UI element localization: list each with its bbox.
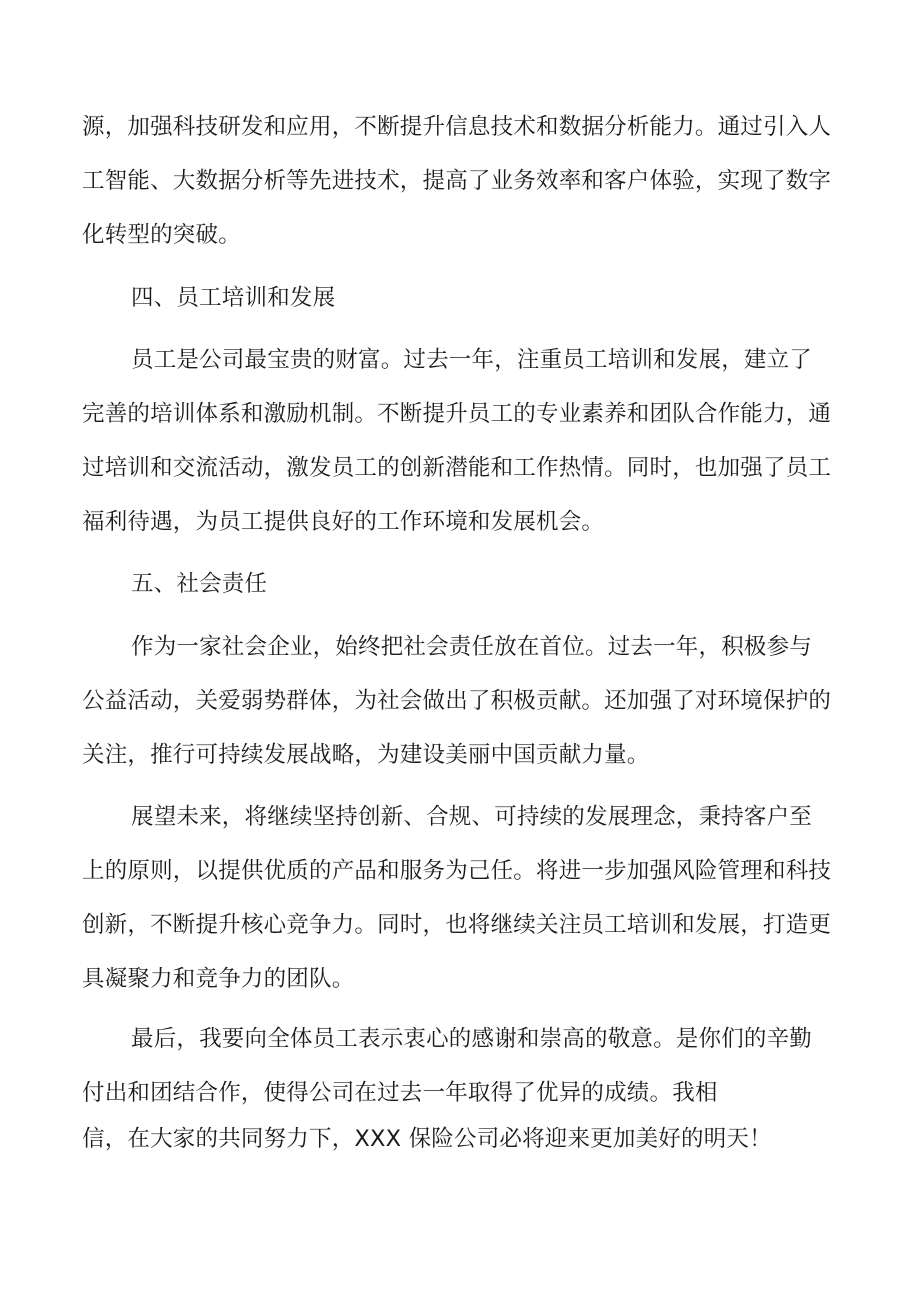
paragraph-line: 过培训和交流活动，激发员工的创新潜能和工作热情。同时，也加强了员工 bbox=[82, 455, 832, 481]
paragraph-line: 最后，我要向全体员工表示衷心的感谢和崇高的敬意。是你们的辛勤 bbox=[131, 1026, 813, 1052]
paragraph-line: 源，加强科技研发和应用，不断提升信息技术和数据分析能力。通过引入人 bbox=[82, 114, 832, 140]
paragraph-line: 化转型的突破。 bbox=[82, 222, 241, 248]
paragraph-line: 工智能、大数据分析等先进技术，提高了业务效率和客户体验，实现了数字 bbox=[82, 168, 832, 194]
paragraph-line: 关注，推行可持续发展战略，为建设美丽中国贡献力量。 bbox=[82, 742, 650, 768]
paragraph-line: 付出和团结合作，使得公司在过去一年取得了优异的成绩。我相 bbox=[82, 1080, 718, 1106]
paragraph-line: 完善的培训体系和激励机制。不断提升员工的专业素养和团队合作能力，通 bbox=[82, 401, 832, 427]
paragraph-line: 具凝聚力和竞争力的团队。 bbox=[82, 966, 355, 992]
paragraph-line: 信，在大家的共同努力下，XXX 保险公司必将迎来更加美好的明天！ bbox=[82, 1126, 772, 1152]
section-heading: 四、员工培训和发展 bbox=[131, 285, 336, 311]
paragraph-line: 创新，不断提升核心竞争力。同时，也将继续关注员工培训和发展，打造更 bbox=[82, 912, 832, 938]
section-heading: 五、社会责任 bbox=[131, 571, 268, 597]
paragraph-line: 上的原则，以提供优质的产品和服务为己任。将进一步加强风险管理和科技 bbox=[82, 858, 832, 884]
paragraph-line: 公益活动，关爱弱势群体，为社会做出了积极贡献。还加强了对环境保护的 bbox=[82, 688, 832, 714]
paragraph-line: 员工是公司最宝贵的财富。过去一年，注重员工培训和发展，建立了 bbox=[131, 347, 813, 373]
paragraph-line: 作为一家社会企业，始终把社会责任放在首位。过去一年，积极参与 bbox=[131, 634, 813, 660]
paragraph-line: 福利待遇，为员工提供良好的工作环境和发展机会。 bbox=[82, 509, 605, 535]
paragraph-line: 展望未来，将继续坚持创新、合规、可持续的发展理念，秉持客户至 bbox=[131, 804, 813, 830]
